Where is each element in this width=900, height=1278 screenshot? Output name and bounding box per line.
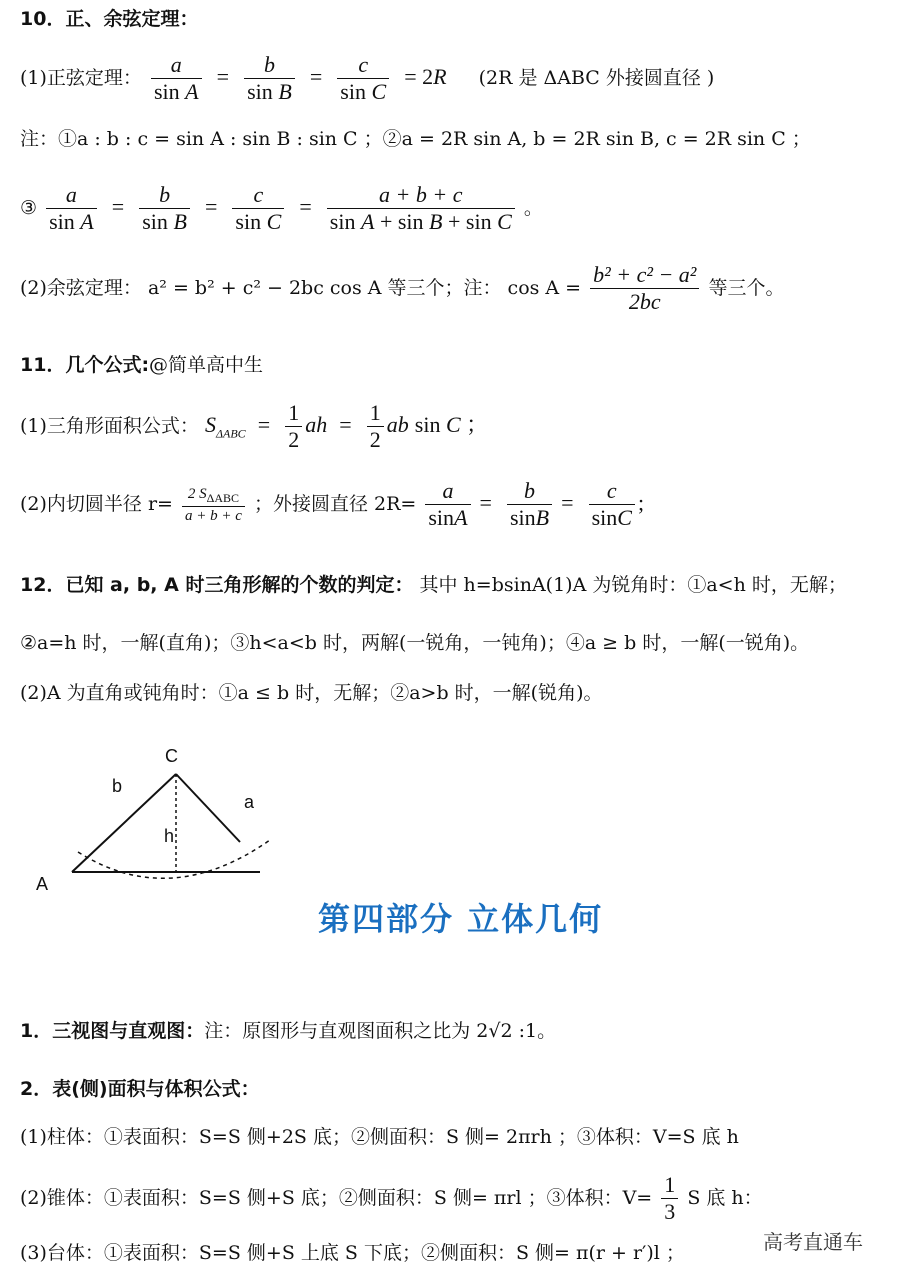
section-10-title: 10．正、余弦定理： [20,8,199,30]
law-cos-text: a² = b² + c² − 2bc cos A 等三个；注： cos A = [147,276,582,299]
side-a [176,774,240,842]
section-12-line-3: (2)A 为直角或钝角时：①a ≤ b 时，无解；②a>b 时，一解(锐角)。 [20,682,603,704]
part-4-heading: 第四部分 立体几何 [318,900,604,938]
section-11-heading: 11．几个公式: [20,354,150,376]
label-A: A [36,874,49,894]
label-a: a [244,792,255,812]
law-of-cosines: (2)余弦定理： a² = b² + c² − 2bc cos A 等三个；注： cos A = $\frac{\text{b² + c² − a²}}{2bc}$ 等三个。 [20,262,785,315]
triangle-area: (1)三角形面积公式： $S_{\Delta ABC}$ = $\frac{1}{2}$ ah = $\frac{1}{2}$ ab sin C ； [20,400,489,453]
law-sines-label: (1)正弦定理： [20,66,142,89]
law-cos-label: (2)余弦定理： [20,276,142,299]
section-12-line-1 [20,574,847,597]
frac-c-sinC: $\frac{c}{\text{sin C}}$ [337,52,389,106]
part4-item-1 [20,1020,556,1043]
frac-b-sinB: $\frac{b}{\text{sin B}}$ [244,52,295,106]
cone-text-a: (2)锥体：①表面积：S=S 侧+S 底；②侧面积：S 侧= πrl ；③体积：V= [20,1186,653,1209]
area-label: (1)三角形面积公式： [20,414,199,437]
label-b: b [112,776,123,796]
note-1: 注：①a : b : c = sin A : sin B : sin C ；②a = 2R sin A, b = 2R sin B, c = 2R sin C ； [20,128,811,150]
law-of-sines: (1)正弦定理： $\frac{a}{\text{sin A}}$ = $\frac{b}{\text{sin B}}$ = $\frac{c}{\text{sin C}}$ = 2R (2R 是 ΔABC 外接圆直径 ) [20,52,715,105]
section-12-rest: 其中 h=bsinA(1)A 为锐角时：①a<h 时，无解； [419,574,847,596]
circumdiameter-label: ；外接圆直径 2R= [253,492,417,515]
frac-a-sinA: $\frac{a}{\text{sin A}}$ [151,52,202,106]
item1-text: 注：原图形与直观图面积之比为 2√2 :1。 [204,1020,557,1042]
frustum-formulas: (3)台体：①表面积：S=S 侧+S 上底 S 下底；②侧面积：S 侧= π(r + r′)l ； [20,1242,685,1264]
triangle-figure [30,740,290,900]
inradius-label: (2)内切圆半径 r= [20,492,173,515]
note-3: ③ $\frac{a}{\text{sin A}}$ = $\frac{b}{\text{sin B}}$ = $\frac{c}{\text{sin C}}$ = $\frac{a + b + c}{\text{sin A + sin B + sin C}}$ 。 [20,182,543,235]
section-11-tag: @简单高中生 [149,354,264,376]
section-11-title [20,354,263,377]
note-3-prefix: ③ [20,196,38,219]
radius-formulas: (2)内切圆半径 r= $\frac{2 S_{\Delta ABC}}{a + b + c}$ ；外接圆直径 2R= $\frac{a}{\sin A}$ = $\frac{b}{\sin B}$ = $\frac{c}{\sin C}$ ; [20,478,645,531]
law-cos-suffix: 等三个。 [708,276,785,299]
cone-formulas: (2)锥体：①表面积：S=S 侧+S 底；②侧面积：S 侧= πrl ；③体积：V= $\frac{1}{3}$ S 底 h： [20,1172,763,1225]
label-h: h [164,826,175,846]
item1-title: 1．三视图与直观图： [20,1020,205,1042]
watermark: 高考直通车 [763,1230,863,1254]
part4-item-2-title: 2．表(侧)面积与体积公式： [20,1078,260,1100]
prism-formulas: (1)柱体：①表面积：S=S 侧+2S 底；②侧面积：S 侧= 2πrh ；③体积：V=S 底 h [20,1126,739,1148]
section-12-title: 12．已知 a, b, A 时三角形解的个数的判定： [20,574,414,596]
law-sines-note: (2R 是 ΔABC 外接圆直径 ) [478,66,715,89]
section-12-line-2: ②a=h 时，一解(直角)；③h<a<b 时，两解(一锐角，一钝角)；④a ≥ b 时，一解(一锐角)。 [20,632,810,654]
label-C: C [165,746,178,766]
cone-text-b: S 底 h： [687,1186,763,1209]
